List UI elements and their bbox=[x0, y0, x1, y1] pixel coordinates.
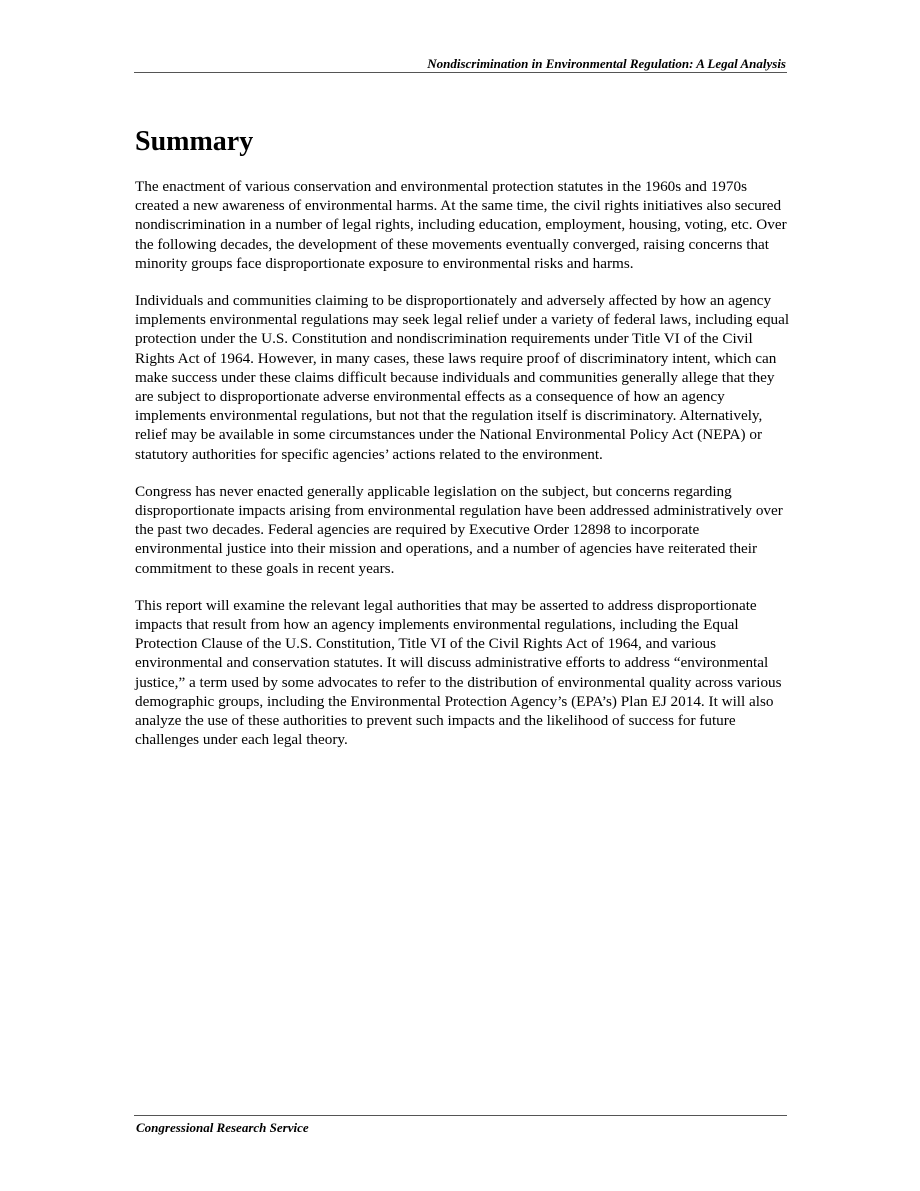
summary-paragraph-1: The enactment of various conservation and environmental protection statutes in the 1960s and 1970s created a new awareness of environmental harms. At the same time, the civil rights initiatives also secured nondiscrimination in a number of legal rights, including education, employment, housing, voting, etc. Over the following decades, the development of these movements eventually converged, raising concerns that minority groups face disproportionate exposure to environmental risks and harms. bbox=[135, 178, 787, 272]
header-divider bbox=[134, 72, 787, 73]
summary-paragraph-4: This report will examine the relevant legal authorities that may be asserted to address disproportionate impacts that result from how an agency implements environmental regulations, including the Equal Protection Clause of the U.S. Constitution, Title VI of the Civil Rights Act of 1964, and various environmental and conservation statutes. It will discuss administrative efforts to address “environmental justice,” a term used by some advocates to refer to the distribution of environmental quality across various demographic groups, including the Environmental Protection Agency’s (EPA’s) Plan EJ 2014. It will also analyze the use of these authorities to prevent such impacts and the likelihood of success for future challenges under each legal theory. bbox=[135, 596, 782, 749]
summary-paragraph-3: Congress has never enacted generally applicable legislation on the subject, but concerns regarding disproportionate impacts arising from environmental regulation have been addressed administratively over the past two decades. Federal agencies are required by Executive Order 12898 to incorporate environmental justice into their mission and operations, and a number of agencies have reiterated their commitment to these goals in recent years. bbox=[135, 482, 783, 577]
summary-body bbox=[135, 177, 790, 767]
footer-divider bbox=[134, 1115, 787, 1116]
section-title: Summary bbox=[135, 126, 254, 157]
summary-paragraph-2: Individuals and communities claiming to be disproportionately and adversely affected by how an agency implements environmental regulations may seek legal relief under a variety of federal laws, including equal protection under the U.S. Constitution and nondiscrimination requirements under Title VI of the Civil Rights Act of 1964. However, in many cases, these laws require proof of discriminatory intent, which can make success under these claims difficult because individuals and communities generally allege that they are subject to disproportionate adverse environmental effects as a consequence of how an agency implements environmental regulations, but not that the regulation itself is discriminatory. Alternatively, relief may be available in some circumstances under the National Environmental Policy Act (NEPA) or statutory authorities for specific agencies’ actions related to the environment. bbox=[135, 292, 790, 463]
running-header: Nondiscrimination in Environmental Regulation: A Legal Analysis bbox=[427, 56, 786, 71]
running-footer: Congressional Research Service bbox=[136, 1120, 309, 1135]
